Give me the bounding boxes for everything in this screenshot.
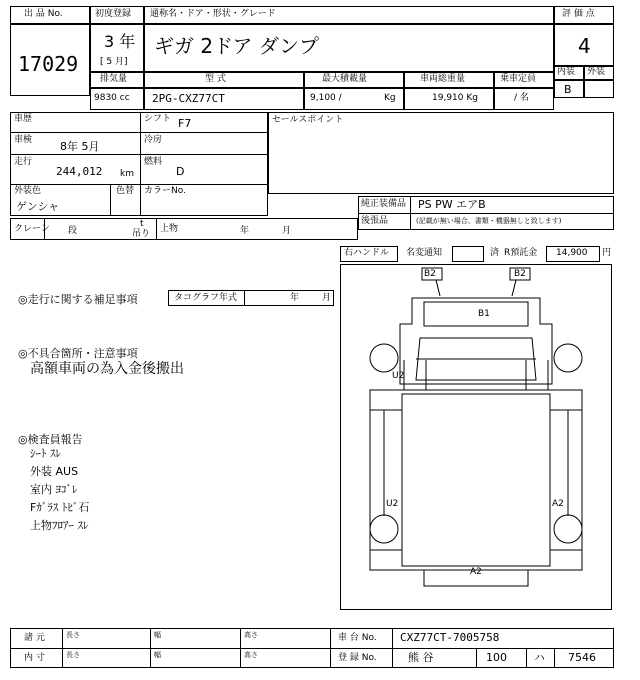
aftermarket-label: 後張品 xyxy=(361,216,389,226)
fuel-label: 燃料 xyxy=(144,157,163,167)
inspector-item: 上物ﾌﾛｱｰ ｽﾚ xyxy=(30,519,89,532)
row-divider xyxy=(10,648,614,649)
equipment-value: PS PW エアB xyxy=(418,198,486,211)
history-label: 車歴 xyxy=(14,114,33,124)
row-divider xyxy=(10,184,268,185)
chassis-label: 車 台 No. xyxy=(338,633,377,643)
reg-label: 登 録 No. xyxy=(338,653,377,663)
selling-points-label: セールスポイント xyxy=(272,115,344,125)
rear-right-wheel xyxy=(554,515,582,543)
aftermarket-note: (記載が無い場合、書類・機器無しと致します) xyxy=(416,217,562,225)
col-divider xyxy=(110,184,111,216)
row-divider xyxy=(10,154,268,155)
col-divider xyxy=(140,112,141,184)
first-reg-label: 初度登録 xyxy=(95,9,132,19)
height-label: 高さ xyxy=(244,631,258,639)
mark-a2-right: A2 xyxy=(552,499,564,509)
gross-weight-label: 車両総重量 xyxy=(420,74,466,84)
col-divider xyxy=(62,628,63,668)
row-divider xyxy=(358,213,614,214)
model: 2PG-CXZ77CT xyxy=(152,92,225,105)
reg-kana: ハ xyxy=(534,651,545,664)
capacity: / 名 xyxy=(514,93,529,103)
width-label: 幅 xyxy=(154,631,161,639)
equipment-label: 純正装備品 xyxy=(361,199,407,209)
color-label: 外装色 xyxy=(14,186,42,196)
exterior-grade-cell xyxy=(584,80,614,98)
check-mark: 済 xyxy=(490,248,500,258)
crane-row xyxy=(10,218,358,240)
mileage-label: 走行 xyxy=(14,157,33,167)
aircon-label: 冷房 xyxy=(144,135,163,145)
dump-bed xyxy=(402,394,550,566)
interior-grade: B xyxy=(564,83,572,96)
col-divider xyxy=(150,628,151,668)
car-name-label: 通称名・ドア・形状・グレード xyxy=(150,9,276,19)
tachograph-month: 月 xyxy=(322,293,332,303)
supplement-label: ◎走行に関する補足事項 xyxy=(18,293,138,306)
tachograph-year: 年 xyxy=(290,293,300,303)
crane-stage: 段 xyxy=(68,226,78,236)
crane-lift: 吊り xyxy=(132,229,151,239)
front-left-wheel xyxy=(370,344,398,372)
body-month: 月 xyxy=(282,226,292,236)
inspector-item: Fｶﾞﾗｽ ﾄﾋﾞ石 xyxy=(30,501,90,514)
width-label: 幅 xyxy=(154,651,161,659)
inspector-item: 室内 ﾖｺﾞﾚ xyxy=(30,483,78,496)
inspector-item: 外装 AUS xyxy=(30,465,79,478)
col-divider xyxy=(240,628,241,668)
left-mirror-arm xyxy=(436,280,440,296)
crane-ton: t xyxy=(140,219,144,229)
name-change-label: 名変通知 xyxy=(406,248,443,258)
rear-left-wheel xyxy=(370,515,398,543)
max-load: 9,100 / xyxy=(310,93,342,103)
color-change-label: 色替 xyxy=(116,186,135,196)
inspection-label: 車検 xyxy=(14,135,33,145)
col-divider xyxy=(140,184,141,216)
col-divider xyxy=(392,628,393,668)
row-divider xyxy=(10,132,268,133)
shift-label: シフト xyxy=(144,114,172,124)
r-deposit-value: 14,900 xyxy=(556,248,588,258)
grade-label: 評 価 点 xyxy=(562,9,595,19)
mark-b2-right: B2 xyxy=(514,269,526,279)
col-divider xyxy=(410,196,411,230)
cab-outline xyxy=(400,298,552,384)
mark-u2-top: U2 xyxy=(392,371,405,381)
chassis-number: CXZ77CT-7005758 xyxy=(400,631,500,644)
max-load-label: 最大積載量 xyxy=(322,74,368,84)
left-door xyxy=(404,360,426,390)
mileage-value: 244,012 xyxy=(56,165,103,178)
lot-number: 17029 xyxy=(18,52,79,76)
model-label: 型 式 xyxy=(205,74,226,84)
yen-label: 円 xyxy=(602,248,612,258)
fuel-value: D xyxy=(176,165,185,178)
body-label: 上物 xyxy=(160,224,179,234)
gross-weight: 19,910 Kg xyxy=(432,93,478,103)
first-reg-year: 3 年 xyxy=(104,32,136,51)
exterior-grade-label: 外装 xyxy=(587,67,606,77)
mark-a2-bottom: A2 xyxy=(470,567,482,577)
interior-grade-label: 内装 xyxy=(557,67,576,77)
length-label: 長さ xyxy=(66,631,80,639)
height-label: 高さ xyxy=(244,651,258,659)
mark-u2-bottom: U2 xyxy=(386,499,399,509)
displacement: 9830 cc xyxy=(94,93,130,103)
shift-value: F7 xyxy=(178,117,192,130)
mark-b2-left: B2 xyxy=(424,269,436,279)
inspector-label: ◎検査員報告 xyxy=(18,433,83,446)
interior-dims-label: 内 寸 xyxy=(24,653,45,663)
body-year: 年 xyxy=(240,226,250,236)
steering-value: 右ハンドル xyxy=(344,248,390,258)
inspector-item: ｼｰﾄ ｽﾚ xyxy=(30,447,61,460)
reg-class: 100 xyxy=(486,651,507,664)
reg-region: 熊 谷 xyxy=(408,651,434,664)
r-deposit-label: R預託金 xyxy=(504,248,538,258)
col-divider xyxy=(156,218,157,240)
defects-text: 高額車両の為入金後搬出 xyxy=(30,361,184,377)
col-divider xyxy=(330,628,331,668)
mileage-unit: km xyxy=(120,169,134,179)
color-code-label: カラーNo. xyxy=(144,186,186,196)
truck-diagram xyxy=(340,264,612,610)
windshield xyxy=(424,302,528,326)
first-reg-month: [ 5 月] xyxy=(100,57,128,67)
col-divider xyxy=(554,648,555,668)
defects-label: ◎不具合箇所・注意事項 xyxy=(18,347,138,360)
right-mirror-arm xyxy=(512,280,516,296)
col-divider xyxy=(476,648,477,668)
specs-label: 諸 元 xyxy=(24,633,45,643)
col-divider xyxy=(526,648,527,668)
capacity-label: 乗車定員 xyxy=(500,74,537,84)
grade-value: 4 xyxy=(578,34,591,58)
crane-label: クレーン xyxy=(14,224,50,234)
displacement-label: 排気量 xyxy=(100,74,128,84)
col-divider xyxy=(244,290,245,306)
inspection-value: 8年 5月 xyxy=(60,140,100,153)
reg-number: 7546 xyxy=(568,651,596,664)
tachograph-label: タコグラフ年式 xyxy=(174,293,238,303)
name-change-box xyxy=(452,246,484,262)
max-load-unit: Kg xyxy=(384,93,396,103)
front-right-wheel xyxy=(554,344,582,372)
mark-b1: B1 xyxy=(478,309,490,319)
right-door xyxy=(526,360,548,390)
length-label: 長さ xyxy=(66,651,80,659)
lot-label: 出 品 No. xyxy=(24,9,63,19)
car-name: ギガ 2ドア ダンプ xyxy=(154,34,320,58)
color-value: ゲンシャ xyxy=(16,200,60,213)
